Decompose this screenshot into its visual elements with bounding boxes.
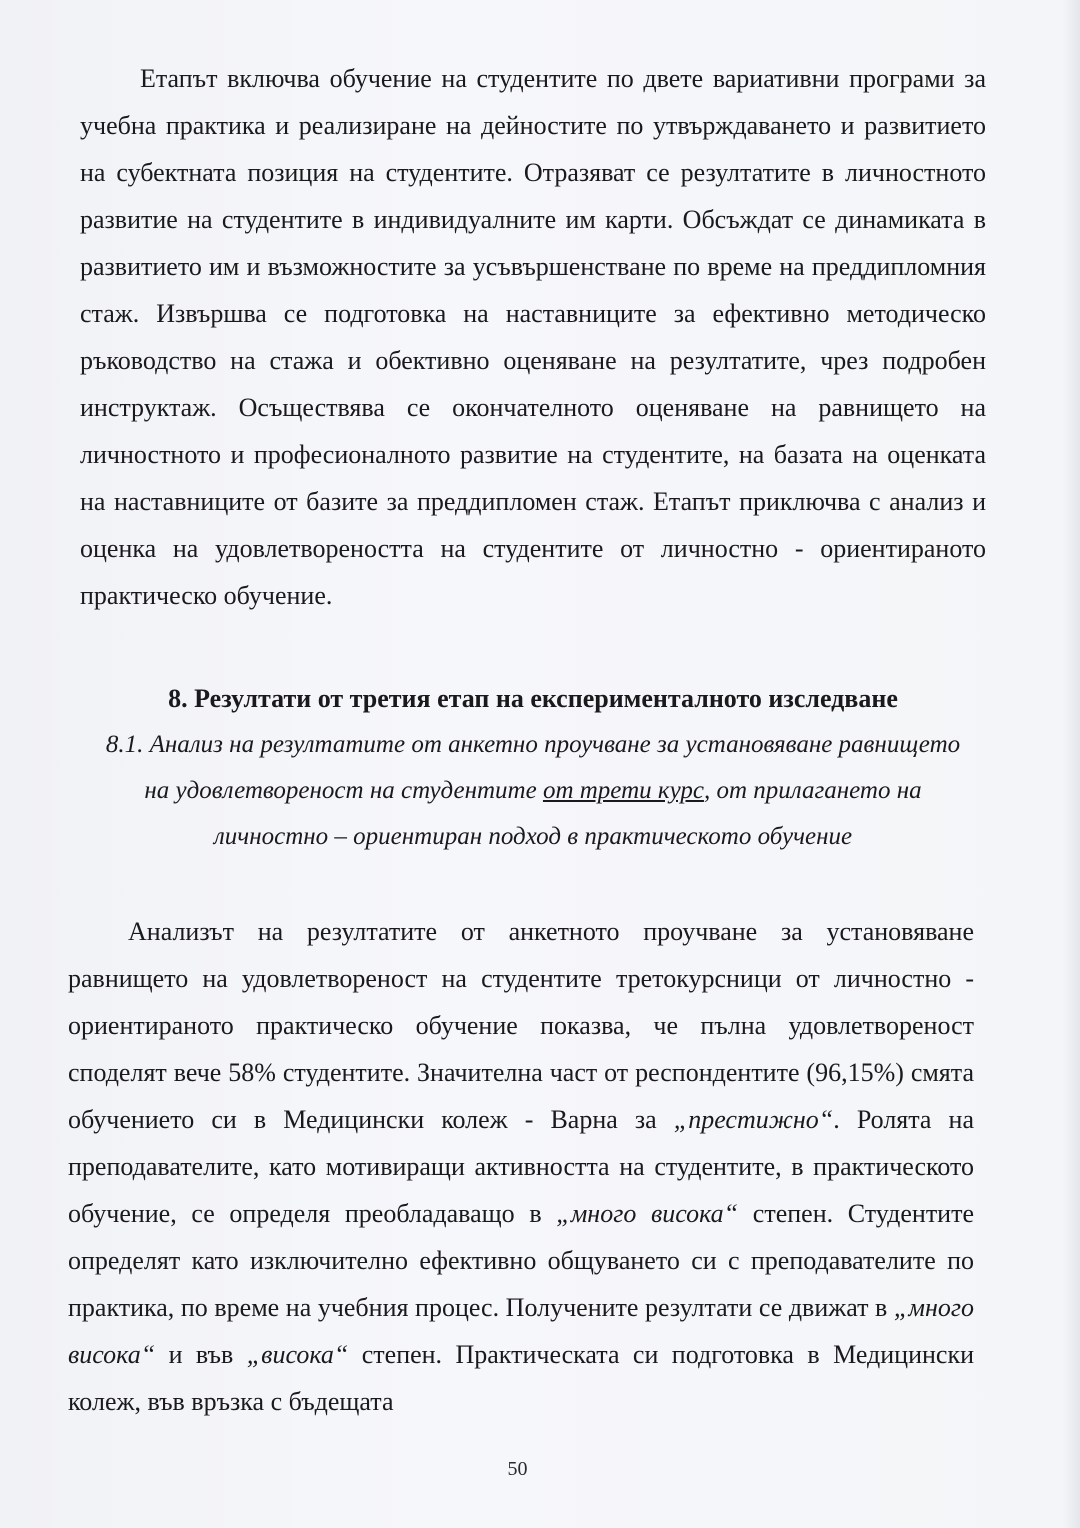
quote-very-high-1: „много висока“ (556, 1199, 739, 1228)
subsection-heading-underlined: от трети курс (542, 777, 704, 804)
quote-prestigious: „престижно“ (673, 1105, 834, 1134)
paragraph-2-text-2: . Ролята на преподавателите, като мотивиращи активността на студентите, в практическото обучение, се определя преобладаващо в (68, 1105, 975, 1228)
paragraph-2-text-4: и във (155, 1340, 247, 1369)
paragraph-survey-analysis (68, 908, 974, 1425)
quote-very-high-2: „много висока“ (68, 1293, 974, 1369)
paragraph-stage-description: Етапът включва обучение на студентите по двете вариативни програми за учебна практика и реализиране на дейностите по утвърждаването и развитието на субектната позиция на студентите. Отразяват се резултатите в личностното развитие на студентите в индивидуалните им карти. Обсъждат се динамиката в развитието им и възможностите за усъвършенстване по време на преддипломния стаж. Извършва се подготовка на наставниците за ефективно методическо ръководство на стажа и обективно оценяване на резултатите, чрез подробен инструктаж. Осъществява се окончателното оценяване на равнището на личностното и професионалното развитие на студентите, на базата на оценката на наставниците от базите за преддипломен стаж. Етапът приключва с анализ и оценка на удовлетвореността на студентите от личностно - ориентираното практическо обучение. (80, 64, 986, 610)
subsection-heading-part-1: 8.1. Анализ на резултатите от анкетно проучване за установяване равнището на удовлетвореност на студентите (105, 731, 961, 804)
quote-high: „висока“ (246, 1340, 349, 1369)
paragraph-2-text-5: степен. Практическата си подготовка в Медицински колеж, във връзка с бъдещата (68, 1340, 975, 1416)
paragraph-2-text-1: Анализът на резултатите от анкетното проучване за установяване равнището на удовлетвореност на студентите третокурсници от личностно - ориентираното практическо обучение показва, че пълна удовлетвореност споделят вече 58% студентите. Значителна част от респондентите (96,15%) смята обучението си в Медицински колеж - Варна за (68, 917, 974, 1134)
section-heading: 8. Резултати от третия етап на експерименталното изследване (168, 684, 898, 713)
subsection-heading-part-2: , от прилагането на личностно – ориентиран подход в практическото обучение (213, 777, 922, 850)
page-number: 50 (507, 1458, 528, 1480)
paragraph-2-text-3: степен. Студентите определят като изключително ефективно общуването си с преподавателите по практика, по време на учебния процес. Получените резултати се движат в (68, 1199, 974, 1322)
page-edge-shadow (1062, 0, 1080, 1528)
subsection-heading (100, 722, 966, 860)
